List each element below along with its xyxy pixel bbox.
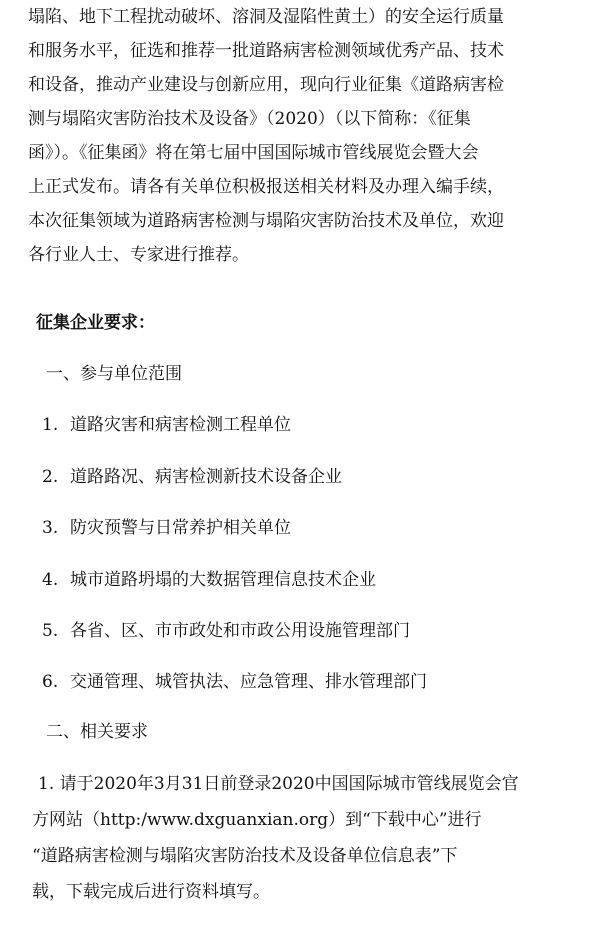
list-item xyxy=(42,614,410,648)
paragraph-line: 本次征集领域为道路病害检测与塌陷灾害防治技术及单位，欢迎 xyxy=(28,211,504,231)
paragraph-line: “道路病害检测与塌陷灾害防治技术及设备单位信息表”下 xyxy=(32,846,458,866)
intro-paragraph xyxy=(28,0,588,272)
paragraph-line: 载，下载完成后进行资料填写。 xyxy=(32,882,270,902)
requirements-heading: 征集企业要求： xyxy=(36,313,155,333)
paragraph-line: 1. 请于2020年3月31日前登录2020中国国际城市管线展览会官 xyxy=(38,774,519,794)
requirement-paragraph xyxy=(32,766,592,910)
list-item xyxy=(42,408,291,442)
list-item xyxy=(42,460,342,494)
list-item-number: 4. xyxy=(42,570,59,590)
list-item xyxy=(42,563,376,597)
paragraph-line: 上正式发布。请各有关单位积极报送相关材料及办理入编手续， xyxy=(28,177,504,197)
list-item-text: 城市道路坍塌的大数据管理信息技术企业 xyxy=(70,570,376,590)
paragraph-line: 方网站（http:/www.dxguanxian.org）到“下载中心”进行 xyxy=(32,810,482,830)
list-item-text: 交通管理、城管执法、应急管理、排水管理部门 xyxy=(70,672,427,692)
list-item-number: 1. xyxy=(42,415,59,435)
section-title-requirements: 二、相关要求 xyxy=(46,722,148,742)
list-item-number: 6. xyxy=(42,672,59,692)
list-item xyxy=(42,665,427,699)
section-title-scope: 一、参与单位范围 xyxy=(46,364,182,384)
list-item xyxy=(42,511,291,545)
list-item-number: 2. xyxy=(42,467,59,487)
list-item-text: 各省、区、市市政处和市政公用设施管理部门 xyxy=(70,621,410,641)
paragraph-line: 各行业人士、专家进行推荐。 xyxy=(28,245,249,265)
list-item-text: 防灾预警与日常养护相关单位 xyxy=(70,518,291,538)
paragraph-line: 塌陷、地下工程扰动破坏、溶洞及湿陷性黄土）的安全运行质量 xyxy=(28,7,504,27)
paragraph-line: 和服务水平，征选和推荐一批道路病害检测领域优秀产品、技术 xyxy=(28,41,504,61)
paragraph-line: 测与塌陷灾害防治技术及设备》（2020）（以下简称：《征集 xyxy=(28,109,471,129)
list-item-text: 道路灾害和病害检测工程单位 xyxy=(70,415,291,435)
list-item-number: 5. xyxy=(42,621,59,641)
list-item-text: 道路路况、病害检测新技术设备企业 xyxy=(70,467,342,487)
paragraph-line: 函》）。《征集函》将在第七届中国国际城市管线展览会暨大会 xyxy=(28,143,479,163)
paragraph-line: 和设备，推动产业建设与创新应用，现向行业征集《道路病害检 xyxy=(28,75,504,95)
list-item-number: 3. xyxy=(42,518,59,538)
